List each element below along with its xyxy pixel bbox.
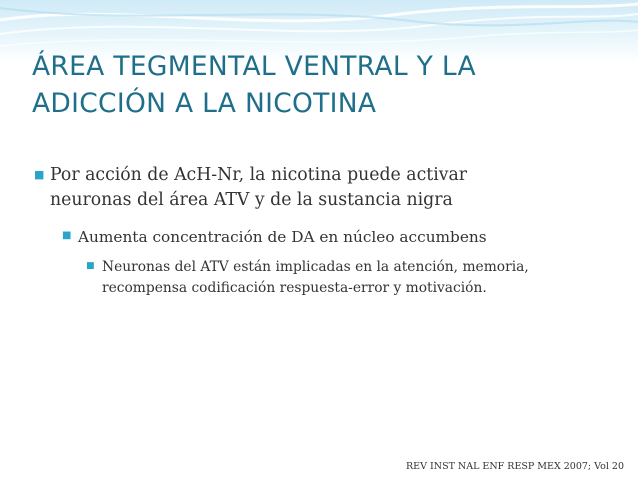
citation: REV INST NAL ENF RESP MEX 2007; Vol 20 xyxy=(406,461,624,472)
slide-title-line-2: ADICCIÓN A LA NICOTINA xyxy=(32,88,377,119)
square-bullet-icon: ■ xyxy=(34,168,45,181)
slide-title-line-1: ÁREA TEGMENTAL VENTRAL Y LA xyxy=(32,51,476,82)
bullet-item-level-3 xyxy=(86,257,557,299)
bullet-item-level-2 xyxy=(62,226,598,248)
slide-title xyxy=(32,48,612,122)
bullet-text: Neuronas del ATV están implicadas en la atención, memoria, recompensa codificación respuesta-error y motivación. xyxy=(102,259,529,296)
bullet-item-level-1 xyxy=(34,163,520,212)
bullet-text: Aumenta concentración de DA en núcleo accumbens xyxy=(78,228,487,246)
bullet-text: Por acción de AcH-Nr, la nicotina puede activar neuronas del área ATV y de la sustancia nigra xyxy=(50,165,468,210)
square-bullet-icon: ■ xyxy=(62,230,72,241)
square-bullet-icon: ■ xyxy=(86,261,95,271)
